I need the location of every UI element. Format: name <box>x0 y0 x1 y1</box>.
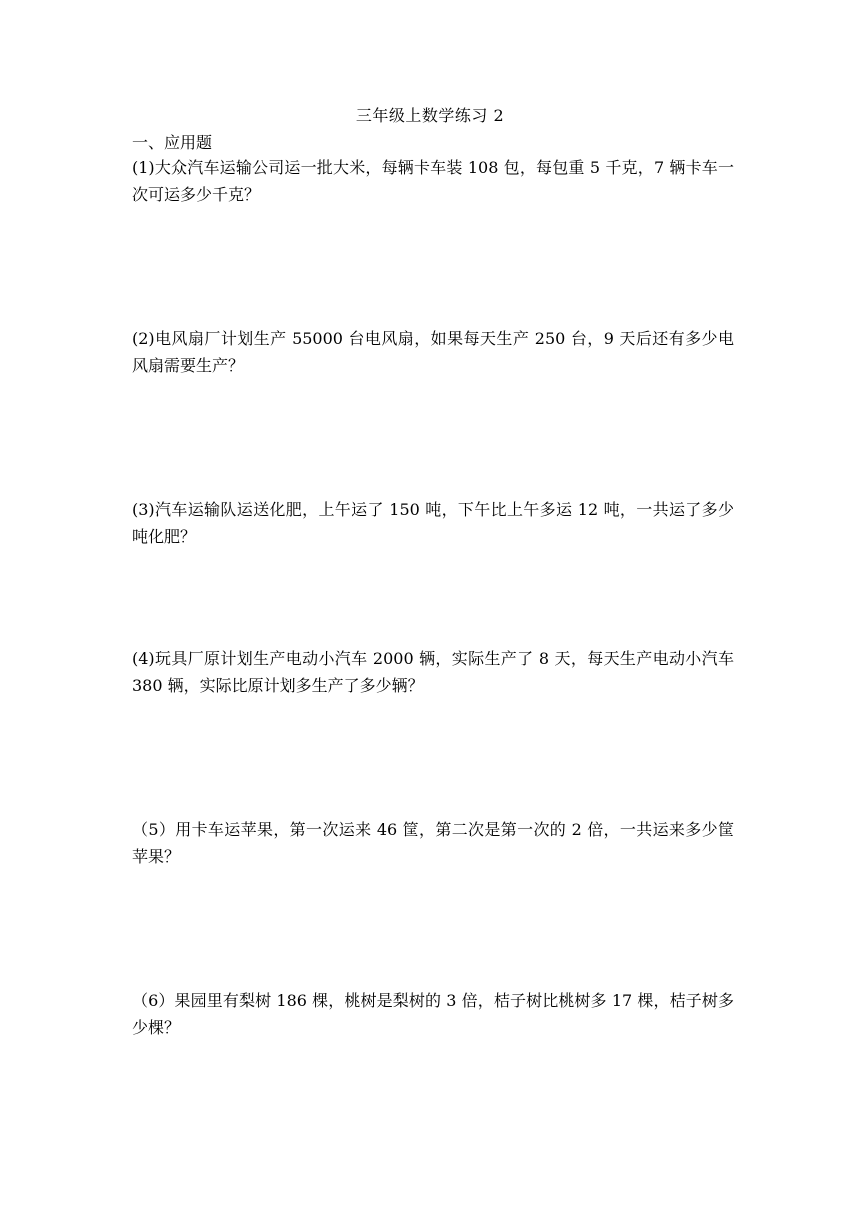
question-6: （6）果园里有梨树 186 棵，桃树是梨树的 3 倍，桔子树比桃树多 17 棵，桔子树多少棵？ <box>132 991 734 1037</box>
question-5: （5）用卡车运苹果，第一次运来 46 筐，第二次是第一次的 2 倍，一共运来多少筐苹果？ <box>132 820 734 866</box>
section-heading: 一、应用题 <box>132 133 213 152</box>
question-1: (1)大众汽车运输公司运一批大米，每辆卡车装 108 包，每包重 5 千克，7 辆卡车一次可运多少千克？ <box>132 158 734 204</box>
page-title: 三年级上数学练习 2 <box>355 106 505 125</box>
question-4: (4)玩具厂原计划生产电动小汽车 2000 辆，实际生产了 8 天，每天生产电动小汽车 380 辆，实际比原计划多生产了多少辆？ <box>132 649 734 695</box>
question-2: (2)电风扇厂计划生产 55000 台电风扇，如果每天生产 250 台，9 天后还有多少电风扇需要生产？ <box>132 329 734 375</box>
question-3: (3)汽车运输队运送化肥，上午运了 150 吨，下午比上午多运 12 吨，一共运了多少吨化肥？ <box>132 500 734 546</box>
